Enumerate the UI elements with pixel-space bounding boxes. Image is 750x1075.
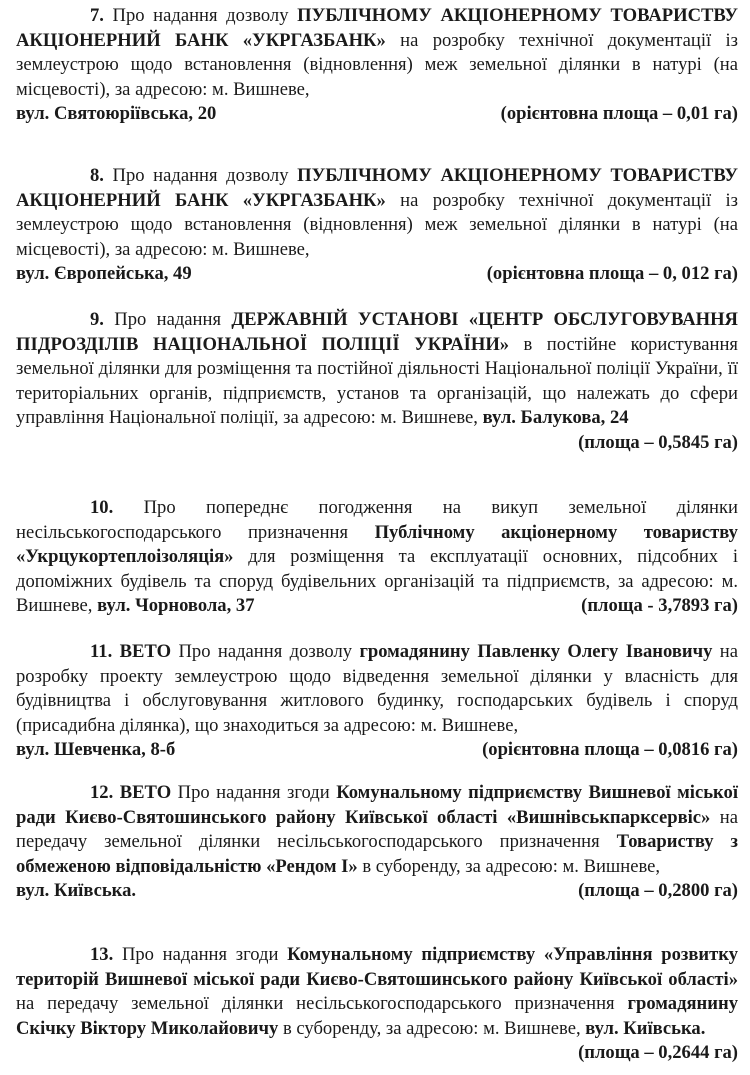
item-text: Про надання згоди: [177, 782, 330, 803]
item-street: вул. Київська.: [16, 880, 137, 902]
item-area: (орієнтовна площа – 0,0816 га): [482, 739, 738, 761]
item-text: на розробку проекту землеустрою щодо відведення земельної ділянки у власність для будівництва і обслуговування житлового будинку, господарських будівель і споруд (присадибна ділянка), що знаходиться за адресою: м. Вишневе,: [16, 641, 738, 736]
item-recipient: ПУБЛІЧНОМУ АКЦІОНЕРНОМУ ТОВАРИСТВУ АКЦІОНЕРНИЙ БАНК «УКРГАЗБАНК»: [16, 165, 738, 211]
item-text: Про надання: [114, 309, 221, 330]
item-number: 8.: [90, 165, 104, 186]
item-text: в постійне користування земельної ділянки для розміщення та постійної діяльності Національної поліції України, її територіальних органів, підприємств, установ та організацій, що належать до сфери управління Національної поліції, за адресою: м. Вишневе,: [16, 333, 738, 429]
item-number: 10.: [90, 497, 114, 518]
item-text: на розробку технічної документації із землеустрою щодо встановлення (відновлення) меж земельної ділянки в натурі (на місцевості), за адресою: м. Вишневе,: [16, 189, 738, 260]
agenda-item-12: [16, 781, 738, 904]
item-number: 7.: [90, 5, 104, 26]
item-number: 13.: [90, 944, 114, 965]
item-street: вул. Балукова, 24: [482, 407, 629, 429]
item-street: вул. Київська.: [585, 1017, 706, 1039]
item-text: для розміщення та експлуатації основних, підсобних і допоміжних будівель та споруд будівельних організацій та підприємств, за адресою: м. Вишневе,: [16, 546, 738, 617]
agenda-item-7: [16, 4, 738, 127]
item-recipient-2: громадянину Скічку Віктору Миколайовичу: [16, 993, 738, 1039]
item-area: (площа – 0,2800 га): [578, 880, 738, 902]
item-number: 12.: [90, 782, 114, 803]
item-recipient: Публічному акціонерному товариству «Укрцукортеплоізоляція»: [16, 521, 738, 568]
item-number: 11.: [90, 641, 113, 662]
item-street: вул. Чорновола, 37: [97, 595, 255, 617]
item-recipient: ПУБЛІЧНОМУ АКЦІОНЕРНОМУ ТОВАРИСТВУ АКЦІОНЕРНИЙ БАНК «УКРГАЗБАНК»: [16, 5, 738, 51]
item-street: вул. Святоюріївська, 20: [16, 103, 217, 125]
item-text: на передачу земельної ділянки несільськогосподарського призначення: [16, 806, 738, 853]
agenda-item-9: [16, 308, 738, 456]
item-text: в суборенду, за адресою: м. Вишневе,: [362, 855, 661, 877]
veto-label: ВЕТО: [119, 782, 172, 803]
item-area: (площа - 3,7893 га): [581, 595, 738, 617]
item-recipient: Комунальному підприємству «Управління розвитку територій Вишневої міської ради Києво-Святошинського району Київської області»: [16, 944, 738, 990]
item-text: Про попереднє погодження на викуп земельної ділянки несільськогосподарського призначення: [16, 497, 738, 543]
item-text: Про надання дозволу: [178, 641, 353, 662]
agenda-item-10: [16, 496, 738, 619]
item-number: 9.: [90, 309, 104, 330]
item-text: Про надання дозволу: [112, 165, 289, 186]
item-area: (орієнтовна площа – 0, 012 га): [486, 263, 738, 285]
item-recipient: громадянину Павленку Олегу Івановичу: [359, 641, 713, 662]
item-area: (площа – 0,5845 га): [578, 431, 738, 453]
agenda-item-13: [16, 943, 738, 1066]
agenda-item-8: [16, 164, 738, 287]
item-street: вул. Шевченка, 8-б: [16, 739, 176, 761]
veto-label: ВЕТО: [119, 641, 172, 662]
item-text: Про надання згоди: [121, 944, 279, 965]
item-area: (орієнтовна площа – 0,01 га): [500, 103, 738, 125]
item-street: вул. Європейська, 49: [16, 263, 192, 285]
agenda-item-11: [16, 640, 738, 763]
item-recipient: Комунальному підприємству Вишневої міської ради Києво-Святошинського району Київської області «Вишнівськпарксервіс»: [16, 782, 738, 828]
item-text: в суборенду, за адресою: м. Вишневе,: [282, 1017, 581, 1039]
item-recipient: ДЕРЖАВНІЙ УСТАНОВІ «ЦЕНТР ОБСЛУГОВУВАННЯ ПІДРОЗДІЛІВ НАЦІОНАЛЬНОЇ ПОЛІЦІЇ УКРАЇНИ»: [16, 309, 738, 355]
item-recipient-2: Товариству з обмеженою відповідальністю «Рендом І»: [16, 831, 738, 877]
item-text: на передачу земельної ділянки несільськогосподарського призначення: [16, 993, 615, 1015]
item-area: (площа – 0,2644 га): [578, 1042, 738, 1064]
item-text: Про надання дозволу: [112, 5, 289, 26]
item-text: на розробку технічної документації із землеустрою щодо встановлення (відновлення) меж земельної ділянки в натурі (на місцевості), за адресою: м. Вишневе,: [16, 29, 738, 100]
